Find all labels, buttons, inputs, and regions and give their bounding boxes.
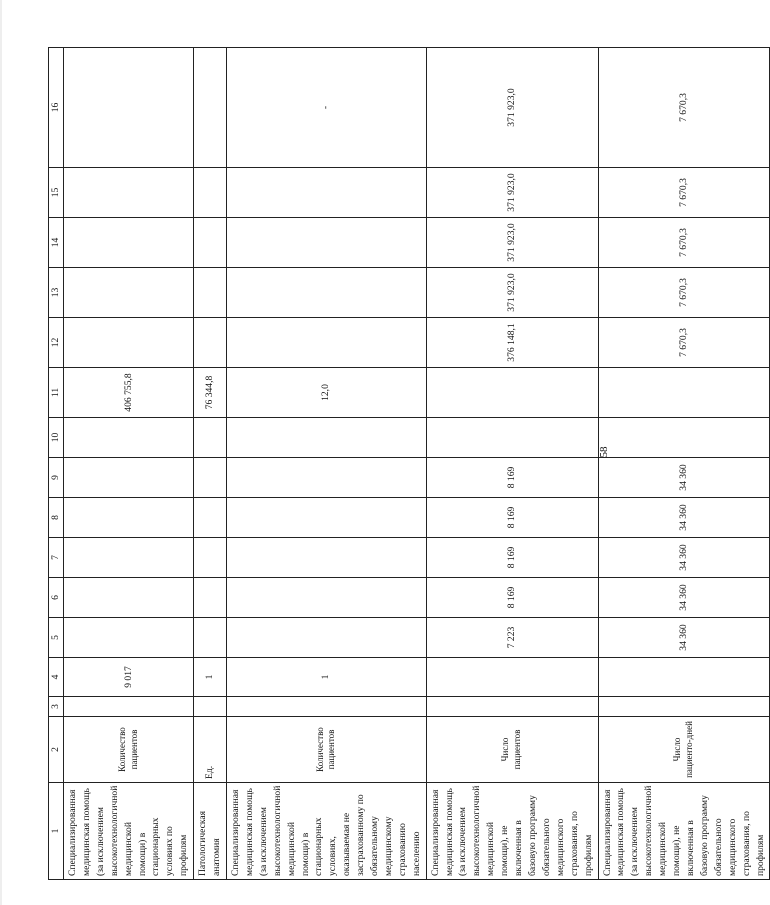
- column-header-10: 10: [49, 418, 64, 458]
- value-cell: 8 169: [426, 578, 598, 618]
- value-cell: [194, 418, 227, 458]
- unit-cell: Количество пациентов: [64, 717, 194, 783]
- row-name-cell: Специализированная медицинская помощь (за исключением высокотехнологичной медицинской помощи), не включенная в базовую программу обязательного медицинского страхования, по профилям: [426, 783, 598, 880]
- value-cell: [226, 498, 426, 538]
- column-header-8: 8: [49, 498, 64, 538]
- value-cell: [194, 498, 227, 538]
- table-row: [426, 48, 598, 880]
- value-cell: [64, 48, 194, 168]
- value-cell: 7 670,3: [598, 318, 770, 368]
- value-cell: [426, 368, 598, 418]
- value-cell: 12,0: [226, 368, 426, 418]
- table-body: [64, 48, 770, 880]
- column-header-11: 11: [49, 368, 64, 418]
- value-cell: 371 923,0: [426, 268, 598, 318]
- table-row: [226, 48, 426, 880]
- value-cell: [194, 318, 227, 368]
- value-cell: [598, 418, 770, 458]
- value-cell: [64, 697, 194, 717]
- value-cell: 376 148,1: [426, 318, 598, 368]
- value-cell: [598, 658, 770, 697]
- data-table: [48, 47, 770, 880]
- unit-cell: Количество пациентов: [226, 717, 426, 783]
- column-header-4: 4: [49, 658, 64, 697]
- table-row: [194, 48, 227, 880]
- value-cell: 7 670,3: [598, 168, 770, 218]
- value-cell: 8 169: [426, 498, 598, 538]
- row-name-cell: Специализированная медицинская помощь (за исключением высокотехнологичной медицинской помощи) в стационарных условиях по профилям: [64, 783, 194, 880]
- table-row: [598, 48, 770, 880]
- value-cell: 34 360: [598, 498, 770, 538]
- value-cell: [226, 618, 426, 658]
- value-cell: [64, 318, 194, 368]
- value-cell: [226, 458, 426, 498]
- column-header-15: 15: [49, 168, 64, 218]
- value-cell: [64, 458, 194, 498]
- value-cell: [194, 578, 227, 618]
- value-cell: [194, 168, 227, 218]
- value-cell: 406 755,8: [64, 368, 194, 418]
- column-header-7: 7: [49, 538, 64, 578]
- value-cell: 76 344,8: [194, 368, 227, 418]
- value-cell: [64, 418, 194, 458]
- value-cell: [194, 538, 227, 578]
- value-cell: 7 670,3: [598, 48, 770, 168]
- value-cell: [598, 697, 770, 717]
- row-name-cell: Патологическая анатомия: [194, 783, 227, 880]
- header-row: [49, 48, 64, 880]
- value-cell: 8 169: [426, 538, 598, 578]
- value-cell: [226, 168, 426, 218]
- column-header-14: 14: [49, 218, 64, 268]
- value-cell: 7 670,3: [598, 268, 770, 318]
- scan-edge: [0, 0, 2, 905]
- column-header-2: 2: [49, 717, 64, 783]
- value-cell: [64, 498, 194, 538]
- value-cell: 34 360: [598, 538, 770, 578]
- value-cell: [426, 658, 598, 697]
- value-cell: 7 223: [426, 618, 598, 658]
- value-cell: [64, 578, 194, 618]
- column-header-5: 5: [49, 618, 64, 658]
- column-header-9: 9: [49, 458, 64, 498]
- column-header-3: 3: [49, 697, 64, 717]
- column-header-13: 13: [49, 268, 64, 318]
- value-cell: [226, 268, 426, 318]
- page-number: 58: [598, 446, 610, 458]
- value-cell: [64, 268, 194, 318]
- value-cell: 371 923,0: [426, 48, 598, 168]
- value-cell: 34 360: [598, 458, 770, 498]
- value-cell: [64, 538, 194, 578]
- value-cell: [194, 697, 227, 717]
- row-name-cell: Специализированная медицинская помощь (за исключением высокотехнологичной медицинской помощи) в стационарных условиях, оказываемая не застрахованному по обязательному медицинскому страхованию населению: [226, 783, 426, 880]
- value-cell: [226, 218, 426, 268]
- value-cell: [426, 697, 598, 717]
- unit-cell: Число пациентов: [426, 717, 598, 783]
- column-header-16: 16: [49, 48, 64, 168]
- column-header-6: 6: [49, 578, 64, 618]
- value-cell: 1: [194, 658, 227, 697]
- value-cell: [226, 318, 426, 368]
- rotated-table-container: [48, 48, 766, 880]
- value-cell: [194, 218, 227, 268]
- column-header-12: 12: [49, 318, 64, 368]
- value-cell: 34 360: [598, 578, 770, 618]
- value-cell: [226, 418, 426, 458]
- value-cell: [194, 618, 227, 658]
- value-cell: 371 923,0: [426, 218, 598, 268]
- value-cell: 9 017: [64, 658, 194, 697]
- table-row: [64, 48, 194, 880]
- value-cell: [194, 48, 227, 168]
- unit-cell: Ед.: [194, 717, 227, 783]
- column-header-1: 1: [49, 783, 64, 880]
- value-cell: 1: [226, 658, 426, 697]
- value-cell: [64, 168, 194, 218]
- value-cell: [64, 218, 194, 268]
- value-cell: [64, 618, 194, 658]
- value-cell: [226, 697, 426, 717]
- value-cell: [194, 458, 227, 498]
- value-cell: [194, 268, 227, 318]
- value-cell: [226, 578, 426, 618]
- value-cell: 34 360: [598, 618, 770, 658]
- value-cell: [598, 368, 770, 418]
- value-cell: [226, 538, 426, 578]
- value-cell: -: [226, 48, 426, 168]
- value-cell: [426, 418, 598, 458]
- value-cell: 7 670,3: [598, 218, 770, 268]
- value-cell: 8 169: [426, 458, 598, 498]
- unit-cell: Число пациенто-дней: [598, 717, 770, 783]
- row-name-cell: Специализированная медицинская помощь (за исключением высокотехнологичной медицинской помощи), не включенная в базовую программу обязательного медицинского страхования, по профилям: [598, 783, 770, 880]
- value-cell: 371 923,0: [426, 168, 598, 218]
